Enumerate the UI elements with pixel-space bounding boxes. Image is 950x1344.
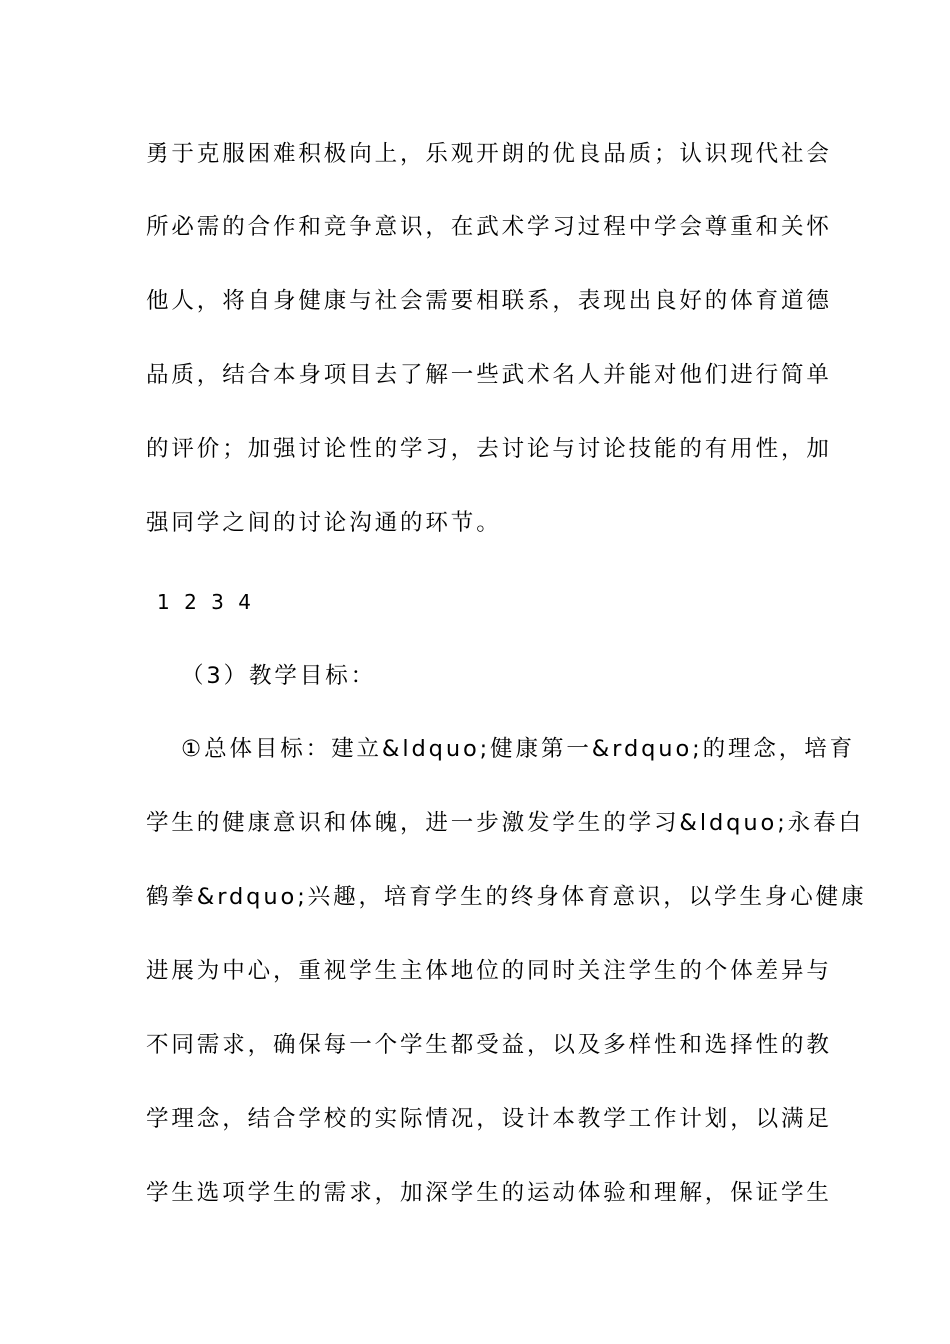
- page-numbers: 1 2 3 4: [157, 590, 255, 614]
- section-heading: （3）教学目标：: [181, 663, 377, 689]
- paragraph-line: 的评价；加强讨论性的学习，去讨论与讨论技能的有用性，加: [146, 436, 832, 462]
- paragraph-line: 鹤拳&rdquo;兴趣，培育学生的终身体育意识，以学生身心健康: [146, 884, 867, 910]
- paragraph-line: 勇于克服困难积极向上，乐观开朗的优良品质；认识现代社会: [146, 141, 832, 167]
- paragraph-line: 学生选项学生的需求，加深学生的运动体验和理解，保证学生: [146, 1180, 832, 1206]
- paragraph-line: 所必需的合作和竞争意识，在武术学习过程中学会尊重和关怀: [146, 214, 832, 240]
- paragraph-line: ①总体目标：建立&ldquo;健康第一&rdquo;的理念，培育: [181, 736, 856, 762]
- paragraph-line: 学生的健康意识和体魄，进一步激发学生的学习&ldquo;永春白: [146, 810, 864, 836]
- paragraph-line: 学理念，结合学校的实际情况，设计本教学工作计划，以满足: [146, 1106, 832, 1132]
- paragraph-line: 强同学之间的讨论沟通的环节。: [146, 510, 502, 536]
- paragraph-line: 品质，结合本身项目去了解一些武术名人并能对他们进行简单: [146, 362, 832, 388]
- paragraph-line: 不同需求，确保每一个学生都受益，以及多样性和选择性的教: [146, 1032, 832, 1058]
- paragraph-line: 进展为中心，重视学生主体地位的同时关注学生的个体差异与: [146, 958, 832, 984]
- paragraph-line: 他人，将自身健康与社会需要相联系，表现出良好的体育道德: [146, 288, 832, 314]
